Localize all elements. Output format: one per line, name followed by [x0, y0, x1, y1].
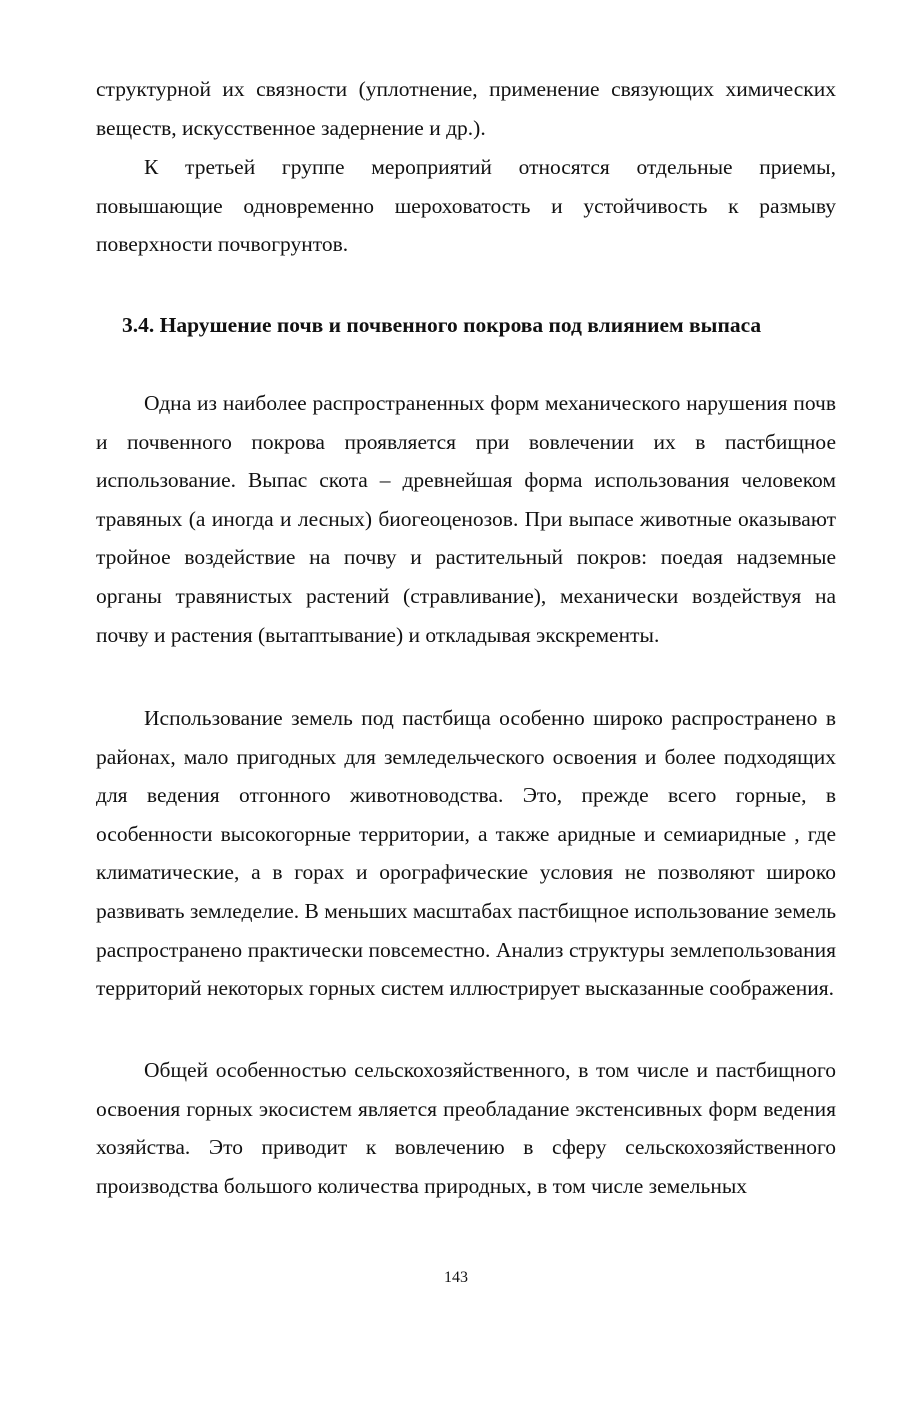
- paragraph-pasture-use: Использование земель под пастбища особенно широко распространено в районах, мало пригодных для земледельческого освоения и более подходящих для ведения отгонного животноводства. Это, прежде всего горные, в особенности высокогорные территории, а также аридные и семиаридные , где климатические, а в горах и орографические условия не позволяют широко развивать земледелие. В меньших масштабах пастбищное использование земель распространено практически повсеместно. Анализ структуры землепользования территорий некоторых горных систем иллюстрирует высказанные соображения.: [96, 706, 836, 1001]
- paragraph-mountain-ecosystems: Общей особенностью сельскохозяйственного, в том числе и пастбищного освоения горных экосистем является преобладание экстенсивных форм ведения хозяйства. Это приводит к вовлечению в сферу сельскохозяйственного производства большого количества природных, в том числе земельных: [96, 1058, 836, 1198]
- paragraph-grazing-intro: Одна из наиболее распространенных форм механического нарушения почв и почвенного покрова проявляется при вовлечении их в пастбищное использование. Выпас скота – древнейшая форма использования человеком травяных (а иногда и лесных) биогеоценозов. При выпасе животные оказывают тройное воздействие на почву и растительный покров: поедая надземные органы травянистых растений (стравливание), механически воздействуя на почву и растения (вытаптывание) и откладывая экскременты.: [96, 391, 836, 647]
- paragraph-third-group: К третьей группе мероприятий относятся отдельные приемы, повышающие одновременно шероховатость и устойчивость к размыву поверхности почвогрунтов.: [96, 155, 836, 257]
- page-number: 143: [444, 1269, 468, 1286]
- section-heading: 3.4. Нарушение почв и почвенного покрова под влиянием выпаса: [122, 313, 762, 337]
- paragraph-continuation: структурной их связности (уплотнение, применение связующих химических веществ, искусственное задернение и др.).: [96, 77, 836, 140]
